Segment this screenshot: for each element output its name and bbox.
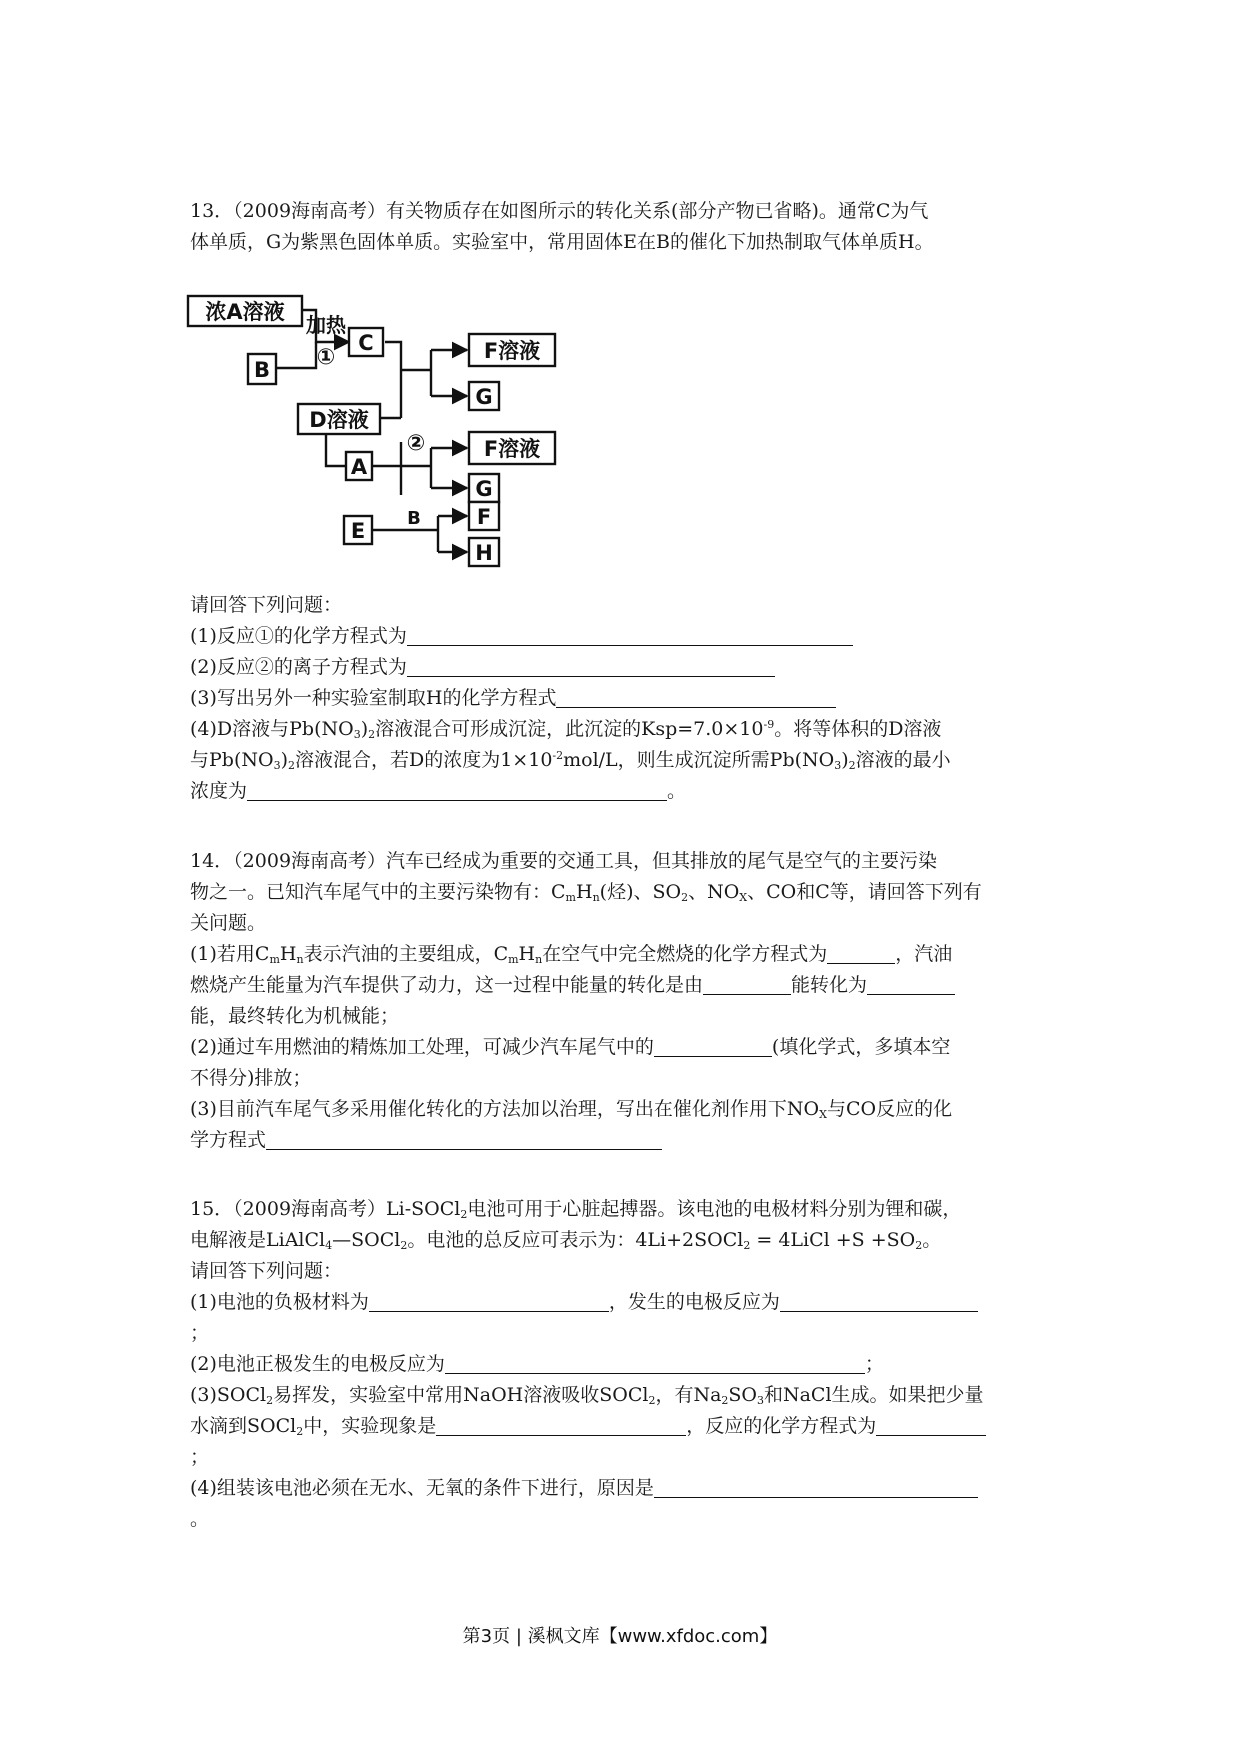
answer-blank[interactable] (780, 1289, 978, 1312)
question-14 (190, 846, 1050, 1156)
node-concA-label: 浓A溶液 (205, 300, 285, 324)
answer-blank[interactable] (556, 685, 836, 708)
q14-part-3-line-2: 学方程式 (190, 1125, 1050, 1156)
node-H-label: H (475, 541, 493, 565)
node-F1-label: F溶液 (483, 339, 541, 363)
q15-part-3-line-1: (3)SOCl$_2$易挥发，实验室中常用NaOH溶液吸收SOCl$_2$，有$Na_2SO_3$和NaCl生成。如果把少量 (190, 1384, 984, 1407)
q15-part-3-line-2: 水滴到SOCl$_2$中，实验现象是 ，反应的化学方程式为 (190, 1411, 1050, 1442)
q14-part-2-line-1: (2)通过车用燃油的精炼加工处理，可减少汽车尾气中的 (填化学式，多填本空 (190, 1036, 951, 1058)
heat-label: 加热 (306, 313, 346, 337)
catalyst-label: B (407, 508, 421, 529)
q13-part-1: (1)反应①的化学方程式为 (190, 621, 1050, 652)
q15-line-2: 电解液是LiAlCl$_4$—SOCl$_2$。电池的总反应可表示为：4Li+2SOCl$_2$ = 4LiCl $+S +SO_2$。 (190, 1229, 942, 1252)
q15-part-4-line-2: 。 (190, 1508, 210, 1530)
page-footer: 第3页 | 溪枫文库【www.xfdoc.com】 (462, 1626, 778, 1647)
q13-reaction-diagram (186, 290, 606, 590)
q13-part-4-line-1: (4)D溶液与$Pb(NO_3)_2$溶液混合可形成沉淀，此沉淀的$Ksp=7.0\times 10^{-9}$。将等体积的D溶液 (190, 718, 942, 741)
answer-blank[interactable] (266, 1127, 662, 1150)
reaction-2-label: ② (406, 431, 426, 456)
node-C-label: C (358, 331, 374, 355)
q15-part-1-line-1: (1)电池的负极材料为 ，发生的电极反应为 (190, 1287, 1050, 1318)
node-F2-label: F溶液 (483, 437, 541, 461)
q15-line-1: 15．（2009海南高考）Li-SOCl$_2$电池可用于心脏起搏器。该电池的电极材料分别为锂和碳， (190, 1198, 962, 1221)
q13-part-4-line-2: 与$Pb(NO_3)_2$溶液混合，若D的浓度为$1\times 10^{-2}mol/L$，则生成沉淀所需$Pb(NO_3)_2$溶液的最小 (190, 749, 951, 772)
answer-blank[interactable] (867, 972, 955, 995)
q13-part-3: (3)写出另外一种实验室制取H的化学方程式 (190, 683, 1050, 714)
q13-intro-line-2: 体单质，G为紫黑色固体单质。实验室中，常用固体E在B的催化下加热制取气体单质H。 (190, 231, 934, 253)
answer-blank[interactable] (876, 1413, 986, 1436)
answer-blank[interactable] (407, 654, 775, 677)
q14-part-1-line-1: (1)若用$C_mH_n$表示汽油的主要组成，$C_mH_n$在空气中完全燃烧的化学方程式为 ，汽油 (190, 943, 953, 966)
q15-part-1-line-2: ； (190, 1322, 210, 1344)
q13-prompt: 请回答下列问题： (190, 594, 343, 616)
q14-part-3-line-1: (3)目前汽车尾气多采用催化转化的方法加以治理，写出在催化剂作用下$NO_X$与CO反应的化 (190, 1098, 953, 1121)
node-A-label: A (350, 455, 368, 479)
q15-part-3-line-3: ； (190, 1446, 210, 1468)
q14-part-2-line-2: 不得分)排放； (190, 1067, 312, 1089)
answer-blank[interactable] (445, 1351, 865, 1374)
answer-blank[interactable] (247, 778, 667, 801)
q13-intro-line-1: 13．（2009海南高考）有关物质存在如图所示的转化关系(部分产物已省略)。通常C为气 (190, 200, 929, 222)
q13-part-4-line-3: 浓度为 。 (190, 780, 687, 802)
line-C-to-junction (385, 342, 401, 418)
node-G2-label: G (475, 477, 493, 501)
answer-blank[interactable] (703, 972, 791, 995)
answer-blank[interactable] (407, 623, 853, 646)
line-B-to-C (274, 342, 316, 368)
q14-line-1: 14．（2009海南高考）汽车已经成为重要的交通工具，但其排放的尾气是空气的主要污染 (190, 850, 938, 872)
q13-part-2: (2)反应②的离子方程式为 (190, 652, 1050, 683)
answer-blank[interactable] (654, 1475, 978, 1498)
q14-part-1-line-2: 燃烧产生能量为汽车提供了动力，这一过程中能量的转化是由 能转化为 (190, 970, 1050, 1001)
node-E-label: E (350, 519, 366, 543)
question-13 (190, 196, 1050, 258)
q14-line-2: 物之一。已知汽车尾气中的主要污染物有：$C_mH_n$(烃)、$SO_2$、$NO_X$、CO和C等，请回答下列有 (190, 881, 982, 904)
answer-blank[interactable] (369, 1289, 609, 1312)
question-15 (190, 1194, 1050, 1535)
node-D-label: D溶液 (309, 408, 369, 432)
node-F3-label: F (476, 505, 492, 529)
node-G1-label: G (475, 385, 493, 409)
node-B-label: B (253, 358, 271, 382)
answer-blank[interactable] (436, 1413, 686, 1436)
answer-blank[interactable] (827, 941, 895, 964)
q15-part-4-line-1: (4)组装该电池必须在无水、无氧的条件下进行，原因是 (190, 1473, 1050, 1504)
q15-prompt: 请回答下列问题： (190, 1260, 343, 1282)
line-D-to-reaction2 (326, 430, 346, 466)
question-13-parts (190, 590, 1050, 807)
q14-line-3: 关问题。 (190, 912, 267, 934)
reaction-1-label: ① (316, 345, 336, 370)
q14-part-1-line-3: 能，最终转化为机械能； (190, 1005, 400, 1027)
answer-blank[interactable] (654, 1034, 772, 1057)
q15-part-2: (2)电池正极发生的电极反应为 ； (190, 1353, 884, 1375)
